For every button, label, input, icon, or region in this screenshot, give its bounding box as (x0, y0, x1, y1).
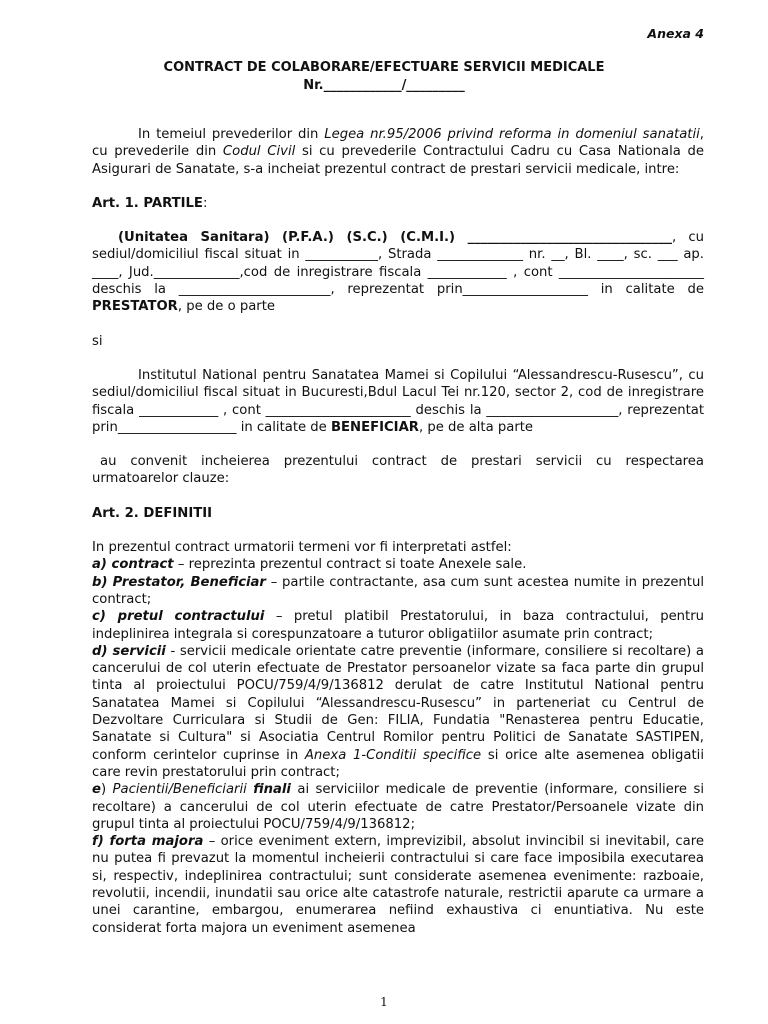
definition-f-text: – orice eveniment extern, imprevizibil, absolut invincibil si inevitabil, care nu putea fi prevazut la momentul incheierii contractului si care face imposibila executarea si, respectiv, indeplinirea contractului; sunt considerate asemenea evenimente: razboaie, revolutii, incendii, inundatii sau orice alte catastrofe naturale, restrictii aparute ca urmare a unei carantine, embargou, enumerarea nefiind exhaustiva ci enuntiativa. Nu este considerat forta majora un eveniment asemenea (92, 834, 704, 936)
definition-e-paren: ) (100, 782, 113, 798)
definition-c-term: c) pretul contractului (92, 609, 265, 625)
intro-civil-code: Codul Civil (222, 144, 296, 160)
definition-d (92, 643, 704, 781)
art1-title: PARTILE (143, 195, 203, 211)
intro-law-reference: Legea nr.95/2006 privind reforma in domeniul sanatatii (324, 127, 700, 142)
definition-d-annex: Anexa 1-Conditii specifice (304, 747, 482, 763)
definition-a-term: a) contract (92, 557, 174, 573)
definition-e (92, 781, 704, 833)
si-conjunction: si (92, 333, 103, 349)
definition-d-term: d) servicii (92, 643, 166, 659)
intro-text-3: , cu prevederile din (92, 127, 704, 160)
art1-heading (92, 195, 704, 212)
definition-e-letter: e (92, 782, 101, 798)
art1-colon: : (202, 195, 208, 211)
contract-title: CONTRACT DE COLABORARE/EFECTUARE SERVICII MEDICALE (163, 60, 605, 75)
agreement-text: au convenit incheierea prezentului contract de prestari servicii cu respectarea urmatoarelor clauze: (92, 454, 704, 487)
art2-title: DEFINITII (143, 505, 213, 521)
definitions-intro: In prezentul contract urmatorii termeni vor fi interpretati astfel: (92, 540, 512, 556)
art2-heading (92, 505, 704, 522)
art1-number: Art. 1. (92, 195, 144, 211)
definition-d-text: - servicii medicale orientate catre preventie (informare, consiliere si recoltare) a cancerului de col uterin efectuate de Prestator persoanelor vizate sa faca parte din grupul tinta al proiectului POCU/759/4/9/136812 derulat de catre Institutul National pentru Sanatatea Mamei si Copilului “Alessandrescu-Rusescu” in parteneriat cu Centrul de Dezvoltare Curriculara si Studii de Gen: FILIA, Fundatia "Renasterea pentru Educatie, Sanatate si Cultura" si Asociatia Centrul Romilor pentru Politici de Sanatate SASTIPEN, conform cerintelor cuprinse in (92, 643, 704, 763)
definition-a (92, 556, 704, 573)
definition-a-text: – reprezinta prezentul contract si toate Anexele sale. (173, 557, 527, 573)
intro-text-5: si cu prevederile Contractului Cadru cu Casa Nationala de Asigurari de Sanatate, s-a incheiat prezentul contract de prestari servicii medicale, intre: (92, 144, 704, 177)
art2-number: Art. 2. (92, 505, 144, 521)
beneficiar-end: , pe de alta parte (418, 419, 534, 435)
contract-number: Nr.____________/_________ (303, 78, 465, 93)
intro-text-1: In temeiul prevederilor din (138, 127, 325, 142)
definition-c (92, 608, 704, 643)
definition-b-text: – partile contractante, asa cum sunt acestea numite in prezentul contract; (92, 574, 704, 607)
prestator-paragraph (92, 229, 704, 315)
prestator-end: , pe de o parte (177, 299, 275, 315)
definition-f-term: f) forta majora (92, 834, 204, 850)
page-number: 1 (380, 995, 388, 1009)
intro-paragraph (92, 126, 704, 178)
definition-e-term: Pacientii/Beneficiarii (112, 782, 254, 798)
definition-e-text: ai serviciilor medicale de preventie (informare, consiliere si recoltare) a cancerului de col uterin efectuate de catre Prestator/Persoanele vizate din grupul tinta al proiectului POCU/759/4/9/136812; (92, 782, 704, 832)
prestator-types: (Unitatea Sanitara) (P.F.A.) (S.C.) (C.M.I.) _______________________________ (118, 230, 673, 246)
beneficiar-details: Institutul National pentru Sanatatea Mamei si Copilului “Alessandrescu-Rusescu”, cu sediul/domiciliul fiscal situat in Bucuresti,Bdul Lacul Tei nr.120, sector 2, cod de inregistrare fiscala ____________ , cont ______________________ deschis la ____________________, reprezentat prin__________________ in calitate de (92, 367, 704, 435)
definition-b-term: b) Prestator, Beneficiar (92, 574, 266, 590)
definition-f (92, 833, 704, 937)
annex-label: Anexa 4 (647, 26, 704, 41)
agreement-paragraph (92, 453, 704, 488)
prestator-comma: , (672, 230, 677, 246)
beneficiar-role: BENEFICIAR (330, 419, 419, 435)
contract-body (92, 126, 704, 937)
prestator-role: PRESTATOR (92, 299, 178, 315)
prestator-details: cu sediul/domiciliul fiscal situat in ___________, Strada _____________ nr. __, Bl. ____, sc. ___ ap. ____, Jud._____________,cod de inregistrare fiscala ____________ , cont ______________________ deschis la _______________________, reprezentat prin___________________ in calitate de (92, 230, 704, 298)
definition-e-term-bold: finali (253, 782, 291, 798)
definition-d-text-end: si orice alte asemenea obligatii care revin prestatorului prin contract; (92, 747, 704, 780)
definition-b (92, 574, 704, 609)
beneficiar-paragraph (92, 367, 704, 436)
definition-c-text: – pretul platibil Prestatorului, in baza contractului, pentru indeplinirea integrala si corespunzatoare a tuturor obligatiilor asumate prin contract; (92, 609, 704, 642)
